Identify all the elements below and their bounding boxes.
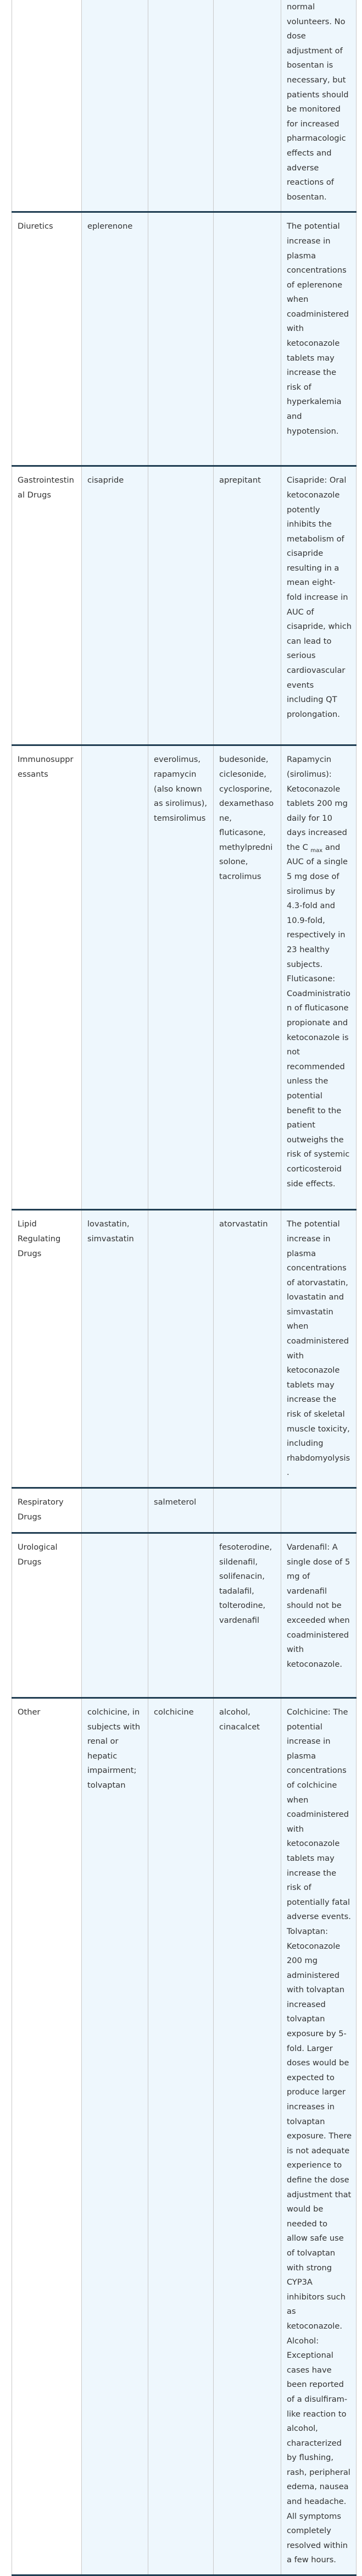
cell-text-line: recommended — [287, 1062, 345, 1071]
cell-text-line: ketoconazole. — [287, 2321, 342, 2331]
table-row — [12, 1488, 357, 1533]
cell-text-line: effects and — [287, 148, 332, 158]
cell-text-line: vardenafil — [219, 1615, 260, 1625]
cell-text-line: would be — [287, 2204, 324, 2214]
table-row — [12, 466, 357, 745]
cell-text-line: cyclosporine, — [219, 784, 272, 794]
cell-text-line: Tolvaptan: — [287, 1926, 328, 1936]
cell-text-line: dose — [287, 31, 306, 41]
cell-text-line: with tolvaptan — [287, 1985, 345, 1995]
cmax-subscript: max — [310, 847, 323, 854]
cell-text-line: exceeded when — [287, 1615, 350, 1625]
cell-text-line: and — [287, 412, 302, 422]
cell-text-line: volunteers. No — [287, 16, 346, 26]
cell-text-line: Urological — [18, 1543, 58, 1552]
cell-text-line: with — [287, 1645, 304, 1655]
cell-text-line: coadministered — [287, 309, 349, 319]
cell-text-line: tadalafil, — [219, 1586, 254, 1596]
cell-text-line: 5 mg dose of — [287, 872, 339, 882]
cell-text-line: Drugs — [18, 1512, 42, 1522]
cell-text-line: Drugs — [18, 1248, 42, 1258]
cell-text-line: Ketoconazole — [287, 1941, 341, 1951]
cell-text-line: temsirolimus — [154, 813, 206, 823]
cell-text-line: Colchicine: The — [287, 1707, 348, 1717]
cell-text-line: lovastatin, — [87, 1219, 130, 1229]
drug-class-cell — [12, 1210, 82, 1488]
cell-text-line: cardiovascular — [287, 666, 346, 676]
cell-text-line: when — [287, 1795, 309, 1805]
use-with-caution-drugs-cell — [214, 466, 281, 745]
cell-text-line: plasma — [287, 251, 316, 261]
comment-cell — [281, 745, 357, 1210]
use-with-caution-drugs-cell — [214, 1488, 281, 1533]
cell-text-line: concentrations — [287, 1263, 347, 1273]
cell-text-line: sirolimus by — [287, 886, 335, 896]
cell-text-line: be monitored — [287, 104, 341, 114]
cell-text-line: increase in — [287, 1737, 331, 1746]
cell-text-line: colchicine, in — [87, 1707, 140, 1717]
table-row — [12, 212, 357, 466]
cell-text-line: ketoconazole — [287, 490, 340, 500]
cell-text-line: plasma — [287, 1751, 316, 1761]
drug-interaction-table — [12, 0, 357, 2576]
contraindicated-drugs-cell — [82, 466, 148, 745]
cell-text-line: The potential — [287, 1219, 340, 1229]
cell-text-line: alcohol, — [287, 2424, 318, 2434]
cell-text-line: rapamycin — [154, 769, 197, 779]
contraindicated-drugs-cell — [82, 0, 148, 212]
cell-text-line: respectively in — [287, 930, 346, 940]
cell-text-line: 10.9-fold, — [287, 915, 325, 925]
cell-text-line: Exceptional — [287, 2351, 333, 2361]
cell-text-line: with strong — [287, 2263, 332, 2273]
cell-text-line: Alcohol: — [287, 2336, 319, 2346]
cell-text-line: like reaction to — [287, 2409, 347, 2419]
cell-text-line: should not be — [287, 1601, 342, 1611]
comment-cell — [281, 1488, 357, 1533]
cell-text-line: everolimus, — [154, 755, 201, 765]
cell-text-line: ketoconazole. — [287, 1659, 342, 1669]
use-with-caution-drugs-cell — [214, 745, 281, 1210]
cell-text-line: completely — [287, 2526, 331, 2536]
cell-text-line: characterized — [287, 2438, 342, 2448]
drug-class-cell — [12, 1488, 82, 1533]
cell-text-line: fluticasone, — [219, 828, 266, 838]
not-recommended-drugs-cell — [148, 212, 214, 466]
cell-text-line: Cisapride: Oral — [287, 476, 347, 485]
cell-text-line: Rapamycin — [287, 755, 332, 765]
cell-text-line: potential — [287, 1091, 322, 1101]
cell-text-line: tablets may — [287, 1853, 335, 1863]
cell-text-line: n of fluticasone — [287, 1003, 349, 1013]
cell-text-line: Vardenafil: A — [287, 1543, 338, 1552]
cell-text-line: a few hours. — [287, 2555, 336, 2565]
cell-text-line: increase the — [287, 1395, 337, 1405]
cell-text-line: eplerenone — [87, 222, 133, 231]
contraindicated-drugs-cell — [82, 1210, 148, 1488]
cell-text-line: hyperkalemia — [287, 397, 342, 407]
cell-text-line: including QT — [287, 695, 337, 705]
cell-text-line: increases in — [287, 2102, 335, 2112]
cell-text-line: adverse events. — [287, 1912, 351, 1922]
cell-text-line: Coadministratio — [287, 988, 350, 998]
cell-text-line: simvastatin — [87, 1234, 134, 1243]
cell-text-line: vardenafil — [287, 1586, 327, 1596]
cell-text-line: muscle toxicity, — [287, 1424, 350, 1434]
cell-text-line: ketoconazole — [287, 1839, 340, 1849]
cell-text-line: Gastrointestin — [18, 476, 74, 485]
cell-text-line: mg of — [287, 1572, 310, 1582]
cell-text-line: ketoconazole is — [287, 1032, 349, 1042]
cell-text-line: ketoconazole — [287, 1366, 340, 1375]
cell-text-line: dexamethaso — [219, 799, 274, 809]
cell-text-line: exposure. There — [287, 2131, 352, 2141]
cell-text-line: pharmacologic — [287, 134, 346, 143]
cell-text-line: patient — [287, 1120, 315, 1130]
drug-class-cell — [12, 745, 82, 1210]
cell-text-line: fold increase in — [287, 593, 348, 602]
comment-cell — [281, 1533, 357, 1698]
cell-text-line: cisapride, which — [287, 622, 352, 632]
cell-text-line: increased — [287, 1999, 326, 2009]
cell-text-line: potently — [287, 505, 320, 515]
cell-text-line: as sirolimus), — [154, 799, 207, 809]
cell-text-line: inhibitors such — [287, 2292, 346, 2302]
cell-text-line: Fluticasone: — [287, 974, 336, 984]
contraindicated-drugs-cell — [82, 1533, 148, 1698]
cell-text-line: of atorvastatin, — [287, 1278, 348, 1287]
cell-text-line: not — [287, 1047, 300, 1057]
cell-text-line: unless the — [287, 1076, 328, 1086]
cell-text-line: ciclesonide, — [219, 769, 266, 779]
cell-text-line: solifenacin, — [219, 1572, 265, 1582]
not-recommended-drugs-cell — [148, 1698, 214, 2575]
cell-text-line: Other — [18, 1707, 41, 1717]
cell-text-line: side effects. — [287, 1179, 336, 1189]
drug-class-cell — [12, 0, 82, 212]
cell-text-line: prolongation. — [287, 709, 340, 719]
cell-text-line: coadministered — [287, 1336, 349, 1346]
cell-text-line: cases have — [287, 2365, 332, 2375]
cell-text-line: propionate and — [287, 1018, 348, 1027]
cell-text-line: subjects with — [87, 1722, 141, 1732]
cell-text-line: CYP3A — [287, 2278, 313, 2287]
cell-text-line: tacrolimus — [219, 872, 261, 882]
cell-text-line: risk of — [287, 382, 311, 392]
cell-text-line: risk of skeletal — [287, 1409, 345, 1419]
cell-text-line: fesoterodine, — [219, 1543, 272, 1552]
contraindicated-drugs-cell — [82, 212, 148, 466]
cell-text-line: 23 healthy — [287, 945, 330, 955]
cell-text-line: with — [287, 1824, 304, 1834]
cell-text-line: (also known — [154, 784, 202, 794]
cell-text-line: concentrations — [287, 266, 347, 275]
cell-text-line: potential — [287, 1722, 322, 1732]
drug-class-cell — [12, 212, 82, 466]
comment-cell — [281, 212, 357, 466]
contraindicated-drugs-cell — [82, 1488, 148, 1533]
cell-text-line: tolvaptan — [287, 2116, 325, 2126]
cell-text-line: atorvastatin — [219, 1219, 268, 1229]
cell-text-line: can lead to — [287, 636, 332, 646]
cell-text-line: inhibits the — [287, 519, 332, 529]
cell-text-line: . — [287, 1468, 289, 1478]
cell-text-line: al Drugs — [18, 490, 51, 500]
cell-text-line: including — [287, 1439, 324, 1449]
cell-text-line: alcohol, — [219, 1707, 250, 1717]
cell-text-line: tablets 200 mg — [287, 799, 348, 809]
cell-text-line: Lipid — [18, 1219, 37, 1229]
cell-text-line: for increased — [287, 119, 339, 129]
cell-text-line: 200 mg — [287, 1956, 318, 1966]
cell-text-line: salmeterol — [154, 1497, 197, 1507]
not-recommended-drugs-cell — [148, 1210, 214, 1488]
cell-text-line: normal — [287, 2, 315, 12]
cell-text-line: adverse — [287, 163, 319, 173]
cell-text-line: ketoconazole — [287, 339, 340, 349]
cell-text-line: hepatic — [87, 1751, 118, 1761]
comment-cell — [281, 1698, 357, 2575]
table-row — [12, 1210, 357, 1488]
cell-text-line: coadministered — [287, 1630, 349, 1640]
use-with-caution-drugs-cell — [214, 212, 281, 466]
cell-text-line: corticosteroid — [287, 1164, 342, 1174]
cell-text-line: the C $_{max}$ and — [287, 842, 341, 854]
cell-text-line: tablets may — [287, 353, 335, 363]
cell-text-line: budesonide, — [219, 755, 269, 765]
cell-text-line: risk of systemic — [287, 1149, 350, 1159]
cell-text-line: adjustment of — [287, 46, 343, 56]
cell-text-line: single dose of 5 — [287, 1557, 350, 1567]
cell-text-line: produce larger — [287, 2087, 346, 2097]
cell-text-line: simvastatin — [287, 1307, 333, 1317]
comment-cell — [281, 0, 357, 212]
not-recommended-drugs-cell — [148, 1533, 214, 1698]
cell-text-line: as — [287, 2307, 296, 2317]
cell-text-line: of eplerenone — [287, 280, 343, 290]
cell-text-line: exposure by 5- — [287, 2029, 347, 2039]
table-row — [12, 0, 357, 212]
cell-text-line: concentrations — [287, 1766, 347, 1776]
not-recommended-drugs-cell — [148, 1488, 214, 1533]
cell-text-line: outweighs the — [287, 1135, 344, 1145]
comment-cell — [281, 466, 357, 745]
cell-text-line: needed to — [287, 2219, 328, 2229]
cell-text-line: allow safe use — [287, 2234, 344, 2243]
contraindicated-drugs-cell — [82, 745, 148, 1210]
cell-text-line: increase in — [287, 236, 331, 246]
table-row — [12, 1533, 357, 1698]
cell-text-line: rhabdomyolysis — [287, 1453, 350, 1463]
cell-text-line: All symptoms — [287, 2511, 341, 2521]
cell-text-line: tolvaptan — [87, 1780, 126, 1790]
cell-text-line: patients should — [287, 90, 349, 99]
cell-text-line: hypotension. — [287, 426, 339, 436]
cell-text-line: lovastatin and — [287, 1292, 344, 1302]
cell-text-line: with — [287, 324, 304, 334]
cell-text-line: edema, nausea — [287, 2482, 349, 2492]
cell-text-line: ne, — [219, 813, 232, 823]
cell-text-line: Ketoconazole — [287, 784, 341, 794]
cell-text-line: fold. Larger — [287, 2043, 333, 2053]
cell-text-line: AUC of a single — [287, 857, 348, 867]
cell-text-line: metabolism of — [287, 534, 344, 544]
cell-text-line: serious — [287, 651, 316, 661]
cell-text-line: coadministered — [287, 1810, 349, 1820]
cell-text-line: Immunosuppr — [18, 755, 74, 765]
cell-text-line: impairment; — [87, 1766, 137, 1776]
cell-text-line: colchicine — [154, 1707, 194, 1717]
cell-text-line: rash, peripheral — [287, 2467, 350, 2477]
cell-text-line: necessary, but — [287, 75, 346, 85]
cell-text-line: Drugs — [18, 1557, 42, 1567]
cell-text-line: resolved within — [287, 2540, 348, 2550]
cell-text-line: tablets may — [287, 1380, 335, 1390]
table-row — [12, 745, 357, 1210]
cell-text-line: cisapride — [87, 476, 124, 485]
cell-text-line: of a disulfiram- — [287, 2394, 348, 2404]
cell-text-line: aprepitant — [219, 476, 261, 485]
cell-text-line: with — [287, 1351, 304, 1361]
drug-class-cell — [12, 466, 82, 745]
cell-text-line: experience to — [287, 2160, 342, 2170]
comment-cell — [281, 1210, 357, 1488]
drug-class-cell — [12, 1533, 82, 1698]
cell-text-line: days increased — [287, 828, 347, 838]
cell-text-line: renal or — [87, 1737, 119, 1746]
cell-text-line: by flushing, — [287, 2453, 334, 2463]
cell-text-line: benefit to the — [287, 1105, 342, 1115]
cell-text-line: sildenafil, — [219, 1557, 258, 1567]
cell-text-line: increase in — [287, 1234, 331, 1243]
cell-text-line: when — [287, 295, 309, 305]
cell-text-line: methylpredni — [219, 842, 273, 852]
not-recommended-drugs-cell — [148, 466, 214, 745]
cell-text-line: is not adequate — [287, 2146, 350, 2155]
cell-text-line: administered — [287, 1970, 340, 1980]
not-recommended-drugs-cell — [148, 745, 214, 1210]
use-with-caution-drugs-cell — [214, 1533, 281, 1698]
cell-text-line: and headache. — [287, 2497, 347, 2507]
cell-text-line: subjects. — [287, 959, 323, 969]
table-row — [12, 1698, 357, 2575]
cell-text-line: 4.3-fold and — [287, 901, 335, 911]
use-with-caution-drugs-cell — [214, 1210, 281, 1488]
use-with-caution-drugs-cell — [214, 1698, 281, 2575]
cell-text-line: mean eight- — [287, 578, 336, 588]
cell-text-line: essants — [18, 769, 48, 779]
cell-text-line: The potential — [287, 222, 340, 231]
cell-text-line: when — [287, 1322, 309, 1331]
not-recommended-drugs-cell — [148, 0, 214, 212]
table-body — [12, 0, 357, 2575]
drug-class-cell — [12, 1698, 82, 2575]
cell-text-line: tolterodine, — [219, 1601, 266, 1611]
cell-text-line: cisapride — [287, 549, 324, 559]
cell-text-line: resulting in a — [287, 563, 339, 573]
cell-text-line: AUC of — [287, 607, 314, 617]
cell-text-line: events — [287, 680, 314, 690]
cell-text-line: potentially fatal — [287, 1897, 350, 1907]
cell-text-line: define the dose — [287, 2175, 349, 2185]
cell-text-line: bosentan is — [287, 60, 333, 70]
cell-text-line: bosentan. — [287, 192, 327, 202]
cell-text-line: cinacalcet — [219, 1722, 260, 1732]
cell-text-line: plasma — [287, 1248, 316, 1258]
cell-text-line: risk of — [287, 1883, 311, 1893]
cell-text-line: reactions of — [287, 178, 334, 187]
cell-text-line: expected to — [287, 2072, 335, 2082]
cell-text-line: Diuretics — [18, 222, 53, 231]
cell-text-line: Regulating — [18, 1234, 61, 1243]
cell-text-line: been reported — [287, 2380, 344, 2390]
cell-text-line: adjustment that — [287, 2190, 352, 2199]
cell-text-line: Respiratory — [18, 1497, 64, 1507]
cell-text-line: daily for 10 — [287, 813, 332, 823]
cell-text-line: tolvaptan — [287, 2014, 325, 2024]
cell-text-line: solone, — [219, 857, 248, 867]
cell-text-line: of tolvaptan — [287, 2248, 336, 2258]
cell-text-line: doses would be — [287, 2058, 349, 2068]
cell-text-line: (sirolimus): — [287, 769, 332, 779]
contraindicated-drugs-cell — [82, 1698, 148, 2575]
cell-text-line: increase the — [287, 1868, 337, 1878]
cell-text-line: increase the — [287, 368, 337, 378]
cell-text-line: of colchicine — [287, 1780, 337, 1790]
use-with-caution-drugs-cell — [214, 0, 281, 212]
